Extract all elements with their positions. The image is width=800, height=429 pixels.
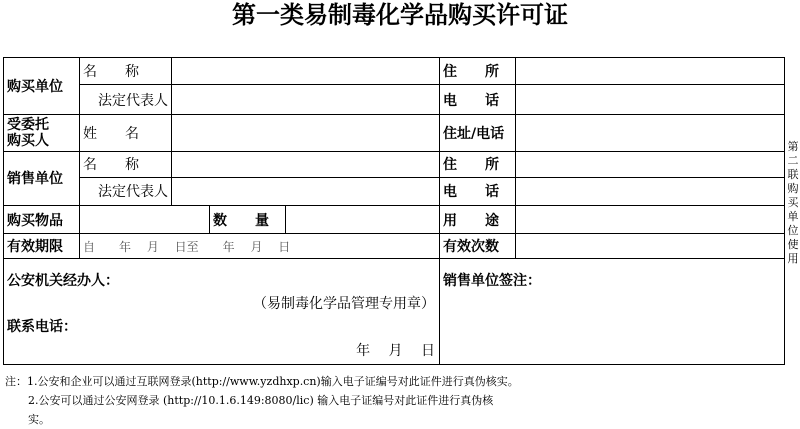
seller-sign-label: 销售单位签注：: [443, 273, 542, 290]
valid-count-field[interactable]: [516, 234, 785, 259]
buyer-name-field[interactable]: [172, 58, 440, 85]
quantity-field[interactable]: [286, 205, 440, 233]
validity-label: 有效期限: [4, 234, 80, 259]
goods-field[interactable]: [80, 205, 210, 233]
copy-side-note: 第二联 购买单位使用: [787, 140, 799, 265]
seller-sign-area[interactable]: [440, 259, 785, 365]
buyer-phone-field[interactable]: [516, 85, 785, 115]
entrusted-label-line1: 受委托: [7, 116, 49, 133]
validity-range-field[interactable]: 自 年 月 日至 年 月 日: [80, 234, 440, 259]
entrusted-name-label: 姓 名: [80, 115, 172, 151]
seller-name-field[interactable]: [172, 151, 440, 177]
buyer-address-label: 住 所: [440, 58, 516, 85]
permit-form-table: [3, 57, 785, 365]
buyer-address-field[interactable]: [516, 58, 785, 85]
seller-address-label: 住 所: [440, 151, 516, 177]
note-line-2: 2.公安可以通过公安网登录 (http://10.1.6.149:8080/lic) 输入电子证编号对此证件进行真伪核: [28, 394, 494, 407]
use-label: 用 途: [440, 205, 516, 233]
entrusted-label-line2: 购买人: [7, 132, 49, 149]
entrusted-addr-phone-label: 住址/电话: [440, 115, 516, 151]
police-officer-label: 公安机关经办人：: [7, 273, 119, 290]
goods-label: 购买物品: [4, 205, 80, 233]
seller-phone-field[interactable]: [516, 177, 785, 205]
document-title: 第一类易制毒化学品购买许可证: [232, 0, 568, 29]
valid-count-label: 有效次数: [440, 234, 516, 259]
entrusted-addr-phone-field[interactable]: [516, 115, 785, 151]
buyer-section-label: 购买单位: [4, 58, 80, 115]
seller-rep-field[interactable]: [172, 177, 440, 205]
footnotes: [5, 372, 600, 429]
contact-phone-label: 联系电话：: [7, 319, 77, 336]
issue-date: 年 月 日: [356, 343, 436, 360]
seller-name-label: 名 称: [80, 151, 172, 177]
buyer-name-label: 名 称: [80, 58, 172, 85]
note-line-1: 注：1.公安和企业可以通过互联网登录(http://www.yzdhxp.cn)输入电子证编号对此证件进行真伪核实。: [5, 375, 519, 388]
buyer-rep-label: 法定代表人: [80, 85, 172, 115]
buyer-phone-label: 电 话: [440, 85, 516, 115]
buyer-rep-field[interactable]: [172, 85, 440, 115]
police-sign-area[interactable]: [4, 259, 440, 365]
seller-address-field[interactable]: [516, 151, 785, 177]
use-field[interactable]: [516, 205, 785, 233]
seal-note: （易制毒化学品管理专用章）: [253, 296, 436, 313]
entrusted-section-label: [4, 115, 80, 151]
entrusted-name-field[interactable]: [172, 115, 440, 151]
seller-rep-label: 法定代表人: [80, 177, 172, 205]
note-line-3: 实。: [28, 413, 50, 426]
quantity-label: 数 量: [210, 205, 286, 233]
seller-phone-label: 电 话: [440, 177, 516, 205]
seller-section-label: 销售单位: [4, 151, 80, 205]
